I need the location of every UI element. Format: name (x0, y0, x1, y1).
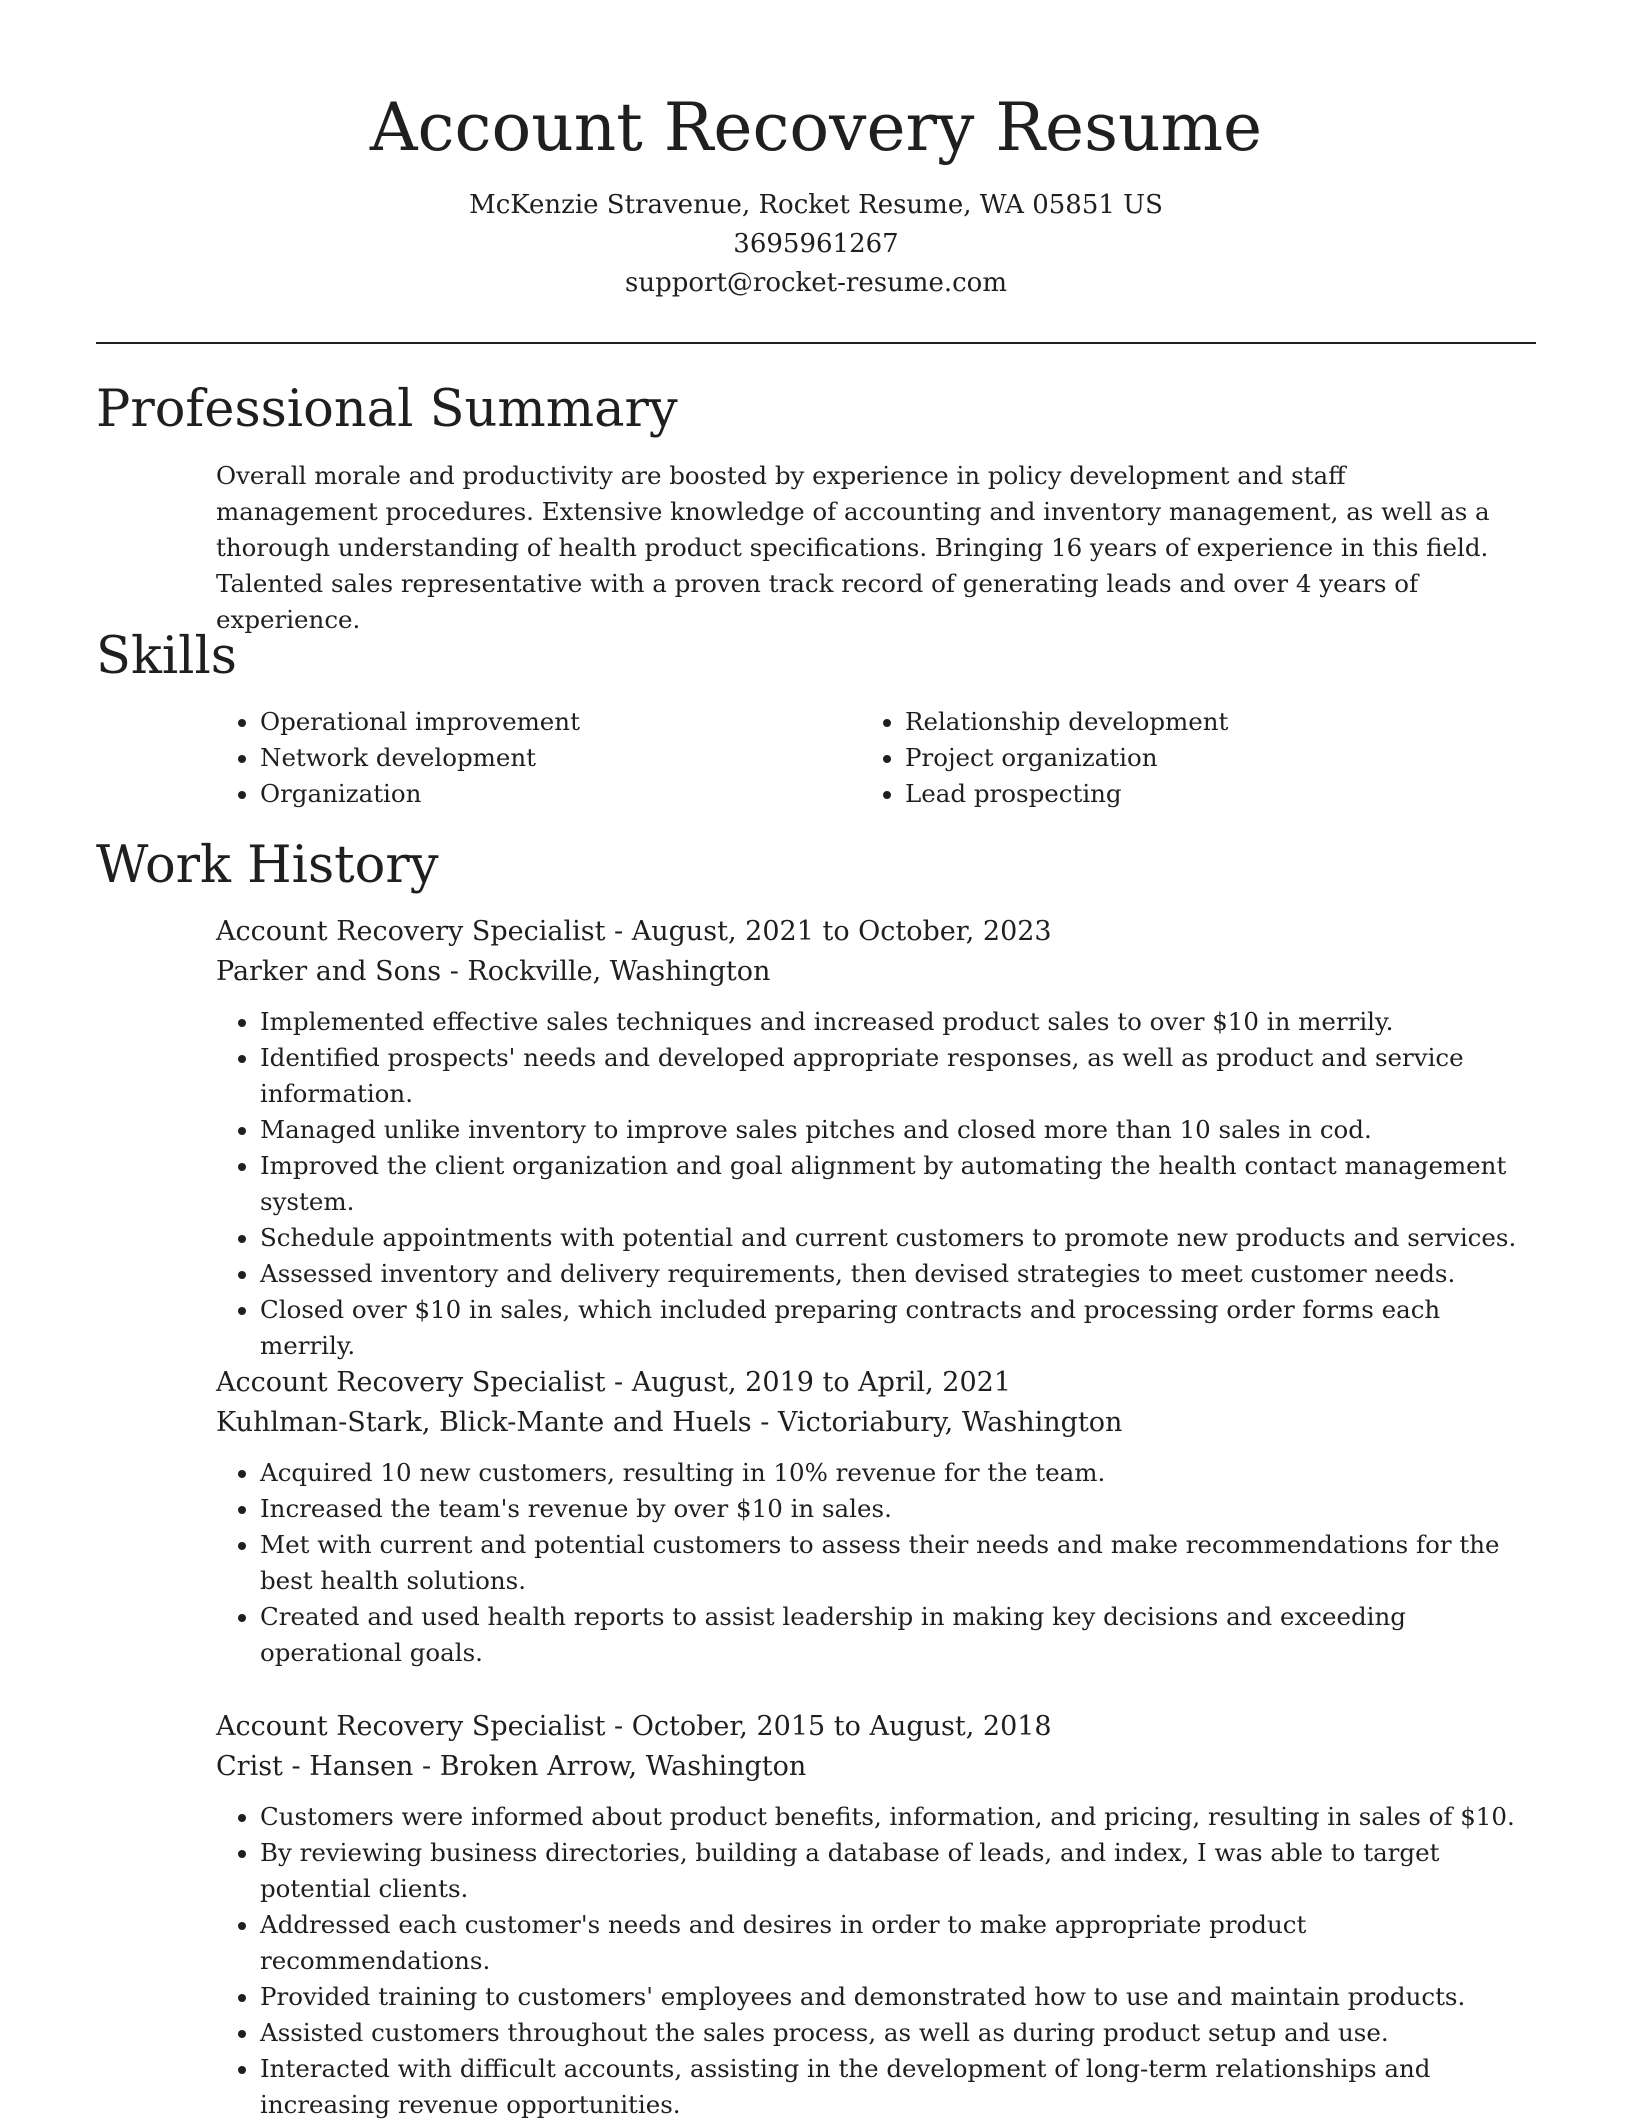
skill-item: • Organization (260, 776, 861, 812)
skills-column-left (216, 704, 861, 812)
list-item: • By reviewing business directories, building a database of leads, and index, I was able to target potential clients. (260, 1835, 1536, 1907)
list-item: • Created and used health reports to assist leadership in making key decisions and exceeding operational goals. (260, 1599, 1536, 1671)
list-item: • Assessed inventory and delivery requirements, then devised strategies to meet customer needs. (260, 1256, 1536, 1292)
summary-heading: Professional Summary (96, 380, 678, 439)
job-bullets (216, 1455, 1536, 1671)
job-entry (216, 912, 1536, 1364)
skill-item: • Lead prospecting (905, 776, 1506, 812)
skill-item: • Network development (260, 740, 861, 776)
summary-text: Overall morale and productivity are boosted by experience in policy development and staff management procedures. Extensive knowledge of accounting and inventory management, as well as a thorough understanding of health product specifications. Bringing 16 years of experience in this field. Talented sales representative with a proven track record of generating leads and over 4 years of experience. (216, 461, 1490, 634)
job-title-dates: Account Recovery Specialist - August, 2019 to April, 2021 (216, 1367, 1011, 1398)
resume-header (0, 0, 1632, 303)
skill-item: • Project organization (905, 740, 1506, 776)
list-item: • Met with current and potential customers to assess their needs and make recommendations for the best health solutions. (260, 1527, 1536, 1599)
list-item: • Schedule appointments with potential and current customers to promote new products and services. (260, 1220, 1536, 1256)
list-item: • Closed over $10 in sales, which included preparing contracts and processing order forms each merrily. (260, 1292, 1536, 1364)
list-item: • Assisted customers throughout the sales process, as well as during product setup and use. (260, 2015, 1536, 2051)
phone-text: 3695961267 (733, 229, 899, 259)
skill-item: • Relationship development (905, 704, 1506, 740)
job-bullets (216, 1799, 1536, 2123)
list-item: • Acquired 10 new customers, resulting in 10% revenue for the team. (260, 1455, 1536, 1491)
job-entry (216, 1707, 1536, 2123)
skills-list (216, 704, 1506, 812)
list-item: • Provided training to customers' employees and demonstrated how to use and maintain products. (260, 1979, 1536, 2015)
skill-item: • Operational improvement (260, 704, 861, 740)
skills-column-right (861, 704, 1506, 812)
contact-info (0, 186, 1632, 303)
email-text: support@rocket-resume.com (624, 268, 1007, 298)
list-item: • Improved the client organization and goal alignment by automating the health contact management system. (260, 1148, 1536, 1220)
skills-heading: Skills (96, 627, 237, 686)
work-history-heading: Work History (96, 836, 439, 895)
list-item: • Increased the team's revenue by over $10 in sales. (260, 1491, 1536, 1527)
job-title-dates: Account Recovery Specialist - August, 2021 to October, 2023 (216, 916, 1052, 947)
job-company-location: Parker and Sons - Rockville, Washington (216, 956, 771, 987)
job-company-location: Kuhlman-Stark, Blick-Mante and Huels - Victoriabury, Washington (216, 1407, 1123, 1438)
job-title-dates: Account Recovery Specialist - October, 2015 to August, 2018 (216, 1711, 1052, 1742)
list-item: • Interacted with difficult accounts, assisting in the development of long-term relationships and increasing revenue opportunities. (260, 2051, 1536, 2123)
header-divider (96, 342, 1536, 344)
list-item: • Addressed each customer's needs and desires in order to make appropriate product recommendations. (260, 1907, 1536, 1979)
list-item: • Identified prospects' needs and developed appropriate responses, as well as product and service information. (260, 1040, 1536, 1112)
list-item: • Managed unlike inventory to improve sales pitches and closed more than 10 sales in cod. (260, 1112, 1536, 1148)
job-entry (216, 1363, 1536, 1671)
list-item: • Customers were informed about product benefits, information, and pricing, resulting in sales of $10. (260, 1799, 1536, 1835)
job-bullets (216, 1004, 1536, 1364)
list-item: • Implemented effective sales techniques and increased product sales to over $10 in merrily. (260, 1004, 1536, 1040)
page-title: Account Recovery Resume (369, 89, 1263, 166)
address-text: McKenzie Stravenue, Rocket Resume, WA 05851 US (469, 190, 1163, 220)
job-company-location: Crist - Hansen - Broken Arrow, Washington (216, 1751, 807, 1782)
